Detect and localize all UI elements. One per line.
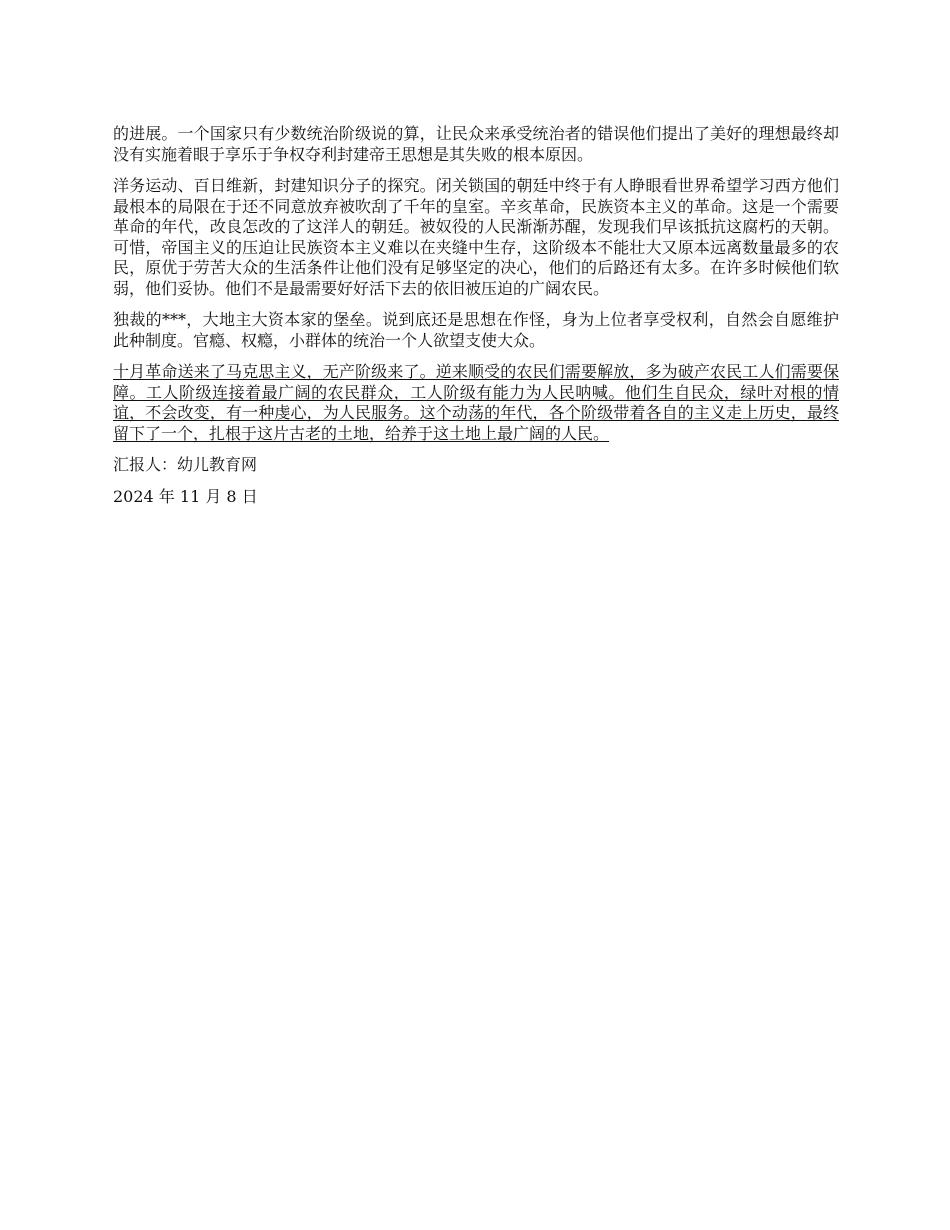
paragraph-1: 的进展。一个国家只有少数统治阶级说的算，让民众来承受统治者的错误他们提出了美好的理想最终却没有实施着眼于享乐于争权夺利封建帝王思想是其失败的根本原因。 bbox=[113, 124, 839, 164]
reporter-signature: 汇报人：幼儿教育网 bbox=[113, 455, 258, 474]
document-body bbox=[113, 124, 839, 507]
paragraph-2: 洋务运动、百日维新，封建知识分子的探究。闭关锁国的朝廷中终于有人睁眼看世界希望学习西方他们最根本的局限在于还不同意放弃被吹刮了千年的皇室。辛亥革命，民族资本主义的革命。这是一个需要革命的年代，改良怎改的了这洋人的朝廷。被奴役的人民渐渐苏醒，发现我们早该抵抗这腐朽的天朝。可惜，帝国主义的压迫让民族资本主义难以在夹缝中生存，这阶级本不能壮大又原本远离数量最多的农民，原优于劳苦大众的生活条件让他们没有足够坚定的决心，他们的后路还有太多。在许多时候他们软弱，他们妥协。他们不是最需要好好活下去的依旧被压迫的广阔农民。 bbox=[113, 176, 839, 298]
report-date: 2024 年 11 月 8 日 bbox=[113, 486, 258, 506]
paragraph-4-underlined: 十月革命送来了马克思主义，无产阶级来了。逆来顺受的农民们需要解放，多为破产农民工人们需要保障。工人阶级连接着最广阔的农民群众，工人阶级有能力为人民呐喊。他们生自民众，绿叶对根的情谊，不会改变，有一种虔心，为人民服务。这个动荡的年代，各个阶级带着各自的主义走上历史，最终留下了一个，扎根于这片古老的土地，给养于这土地上最广阔的人民。 bbox=[113, 362, 839, 443]
paragraph-3: 独裁的***，大地主大资本家的堡垒。说到底还是思想在作怪，身为上位者享受权利，自然会自愿维护此种制度。官瘾、权瘾，小群体的统治一个人欲望支使大众。 bbox=[113, 310, 839, 350]
